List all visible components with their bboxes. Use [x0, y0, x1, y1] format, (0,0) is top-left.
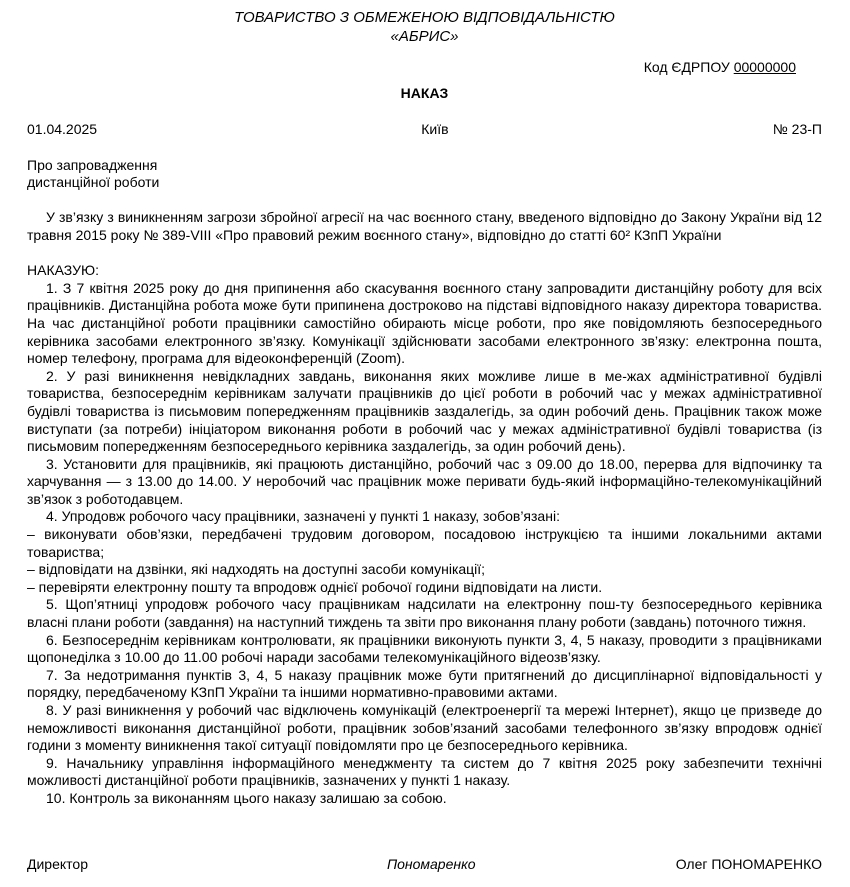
document-city: Київ [421, 121, 449, 138]
document-number: № 23-П [772, 121, 822, 138]
order-point-8: 8. У разі виникнення у робочий час відключень комунікацій (електроенергії та мережі Інтернет), якщо це призведе до неможливості виконання дистанційної роботи, працівник зобов’язаний засобами телефонного зв’язку впродовж однієї години з моменту виникнення такої ситуації повідомляти про це безпосереднього керівника. [27, 702, 822, 754]
order-point-4-item-3: – перевіряти електронну пошту та впродовж однієї робочої години відповідати на листи. [27, 578, 603, 595]
document-meta-row [27, 121, 822, 139]
organization-name [27, 8, 822, 46]
organization-line-1: ТОВАРИСТВО З ОБМЕЖЕНОЮ ВІДПОВІДАЛЬНІСТЮ [234, 9, 615, 26]
document-date: 01.04.2025 [27, 121, 98, 138]
order-point-2: 2. У разі виникнення невідкладних завдань, виконання яких можливе лише в ме-жах адміністративної будівлі товариства, безпосереднім керівникам залучати працівників до цієї роботи в робочий час у межах адміністративної будівлі товариства із письмовим попередженням працівників заздалегідь, за один робочий день. Працівник також може виступати (за потреби) ініціатором виконання роботи в робочий час у межах адміністративної будівлі товариства (із письмовим попередженням безпосереднього керівника заздалегідь, за один робочий день). [27, 367, 822, 455]
organization-line-2: «АБРИС» [390, 28, 459, 45]
order-point-5: 5. Щоп’ятниці упродовж робочого часу працівникам надсилати на електронну пош-ту безпосереднього керівника власні плани роботи (завдання) на наступний тиждень та звіти про виконання плану роботи (завдань) поточного тижня. [27, 596, 822, 631]
edrpou-label: Код ЄДРПОУ [643, 59, 734, 75]
subject-line-1: Про запровадження [27, 156, 158, 173]
edrpou-value: 00000000 [733, 59, 796, 75]
order-point-10: 10. Контроль за виконанням цього наказу залишаю за собою. [46, 789, 447, 806]
order-point-6: 6. Безпосереднім керівникам контролювати, як працівники виконують пункти 3, 4, 5 наказу, проводити з працівниками щопонеділка з 10.00 до 11.00 робочі наради засобами телекомунікаційного відеозв’язку. [27, 631, 822, 666]
document-title: НАКАЗ [400, 84, 449, 101]
order-point-7: 7. За недотримання пунктів 3, 4, 5 наказу працівник може бути притягнений до дисциплінарної відповідальності у порядку, передбаченому КЗпП України та іншими нормативно-правовими актами. [27, 666, 822, 701]
order-body [27, 262, 822, 807]
preamble-paragraph: У зв’язку з виникненням загрози збройної агресії на час воєнного стану, введеного відповідно до Закону України від 12 травня 2015 року № 389-VIII «Про правовий режим воєнного стану», відповідно до статті 60² КЗпП України [27, 208, 822, 243]
document-subject [27, 157, 822, 192]
handwritten-signature: Пономаренко [387, 856, 476, 872]
order-point-1: 1. З 7 квітня 2025 року до дня припинення або скасування воєнного стану запровадити дистанційну роботу для всіх працівників. Дистанційна робота може бути припинена достроково на підставі відповідного наказу директора товариства. На час дистанційної роботи працівники самостійно обирають місце роботи, про яке повідомляють безпосереднього керівника засобами електронного зв’язку. Комунікації здійснювати засобами електронного зв’язку: електронна пошта, номер телефону, програма для відеоконференцій (Zoom). [27, 279, 822, 367]
edrpou-code [27, 59, 822, 77]
signature-block [27, 856, 822, 874]
order-point-4: 4. Упродовж робочого часу працівники, зазначені у пункті 1 наказу, зобов’язані: [46, 508, 560, 525]
order-point-9: 9. Начальнику управління інформаційного менеджменту та систем до 7 квітня 2025 року забезпечити технічні можливості дистанційної роботи працівників, зазначених у пункті 1 наказу. [27, 754, 822, 789]
order-heading: НАКАЗУЮ: [27, 262, 100, 279]
signatory-position: Директор [27, 856, 88, 872]
order-point-3: 3. Установити для працівників, які працюють дистанційно, робочий час з 09.00 до 18.00, перерва для відпочинку та харчування — з 13.00 до 14.00. У неробочий час працівник може перивати будь-який інформаційно-телекомунікаційний зв’язок з роботодавцем. [27, 455, 822, 507]
order-point-4-item-2: – відповідати на дзвінки, які надходять на доступні засоби комунікації; [27, 561, 486, 578]
signatory-name: Олег ПОНОМАРЕНКО [675, 856, 822, 872]
order-point-4-item-1: – виконувати обов’язки, передбачені трудовим договором, посадовою інструкцією та іншими локальними актами товариства; [27, 526, 822, 560]
subject-line-2: дистанційної роботи [27, 174, 160, 191]
